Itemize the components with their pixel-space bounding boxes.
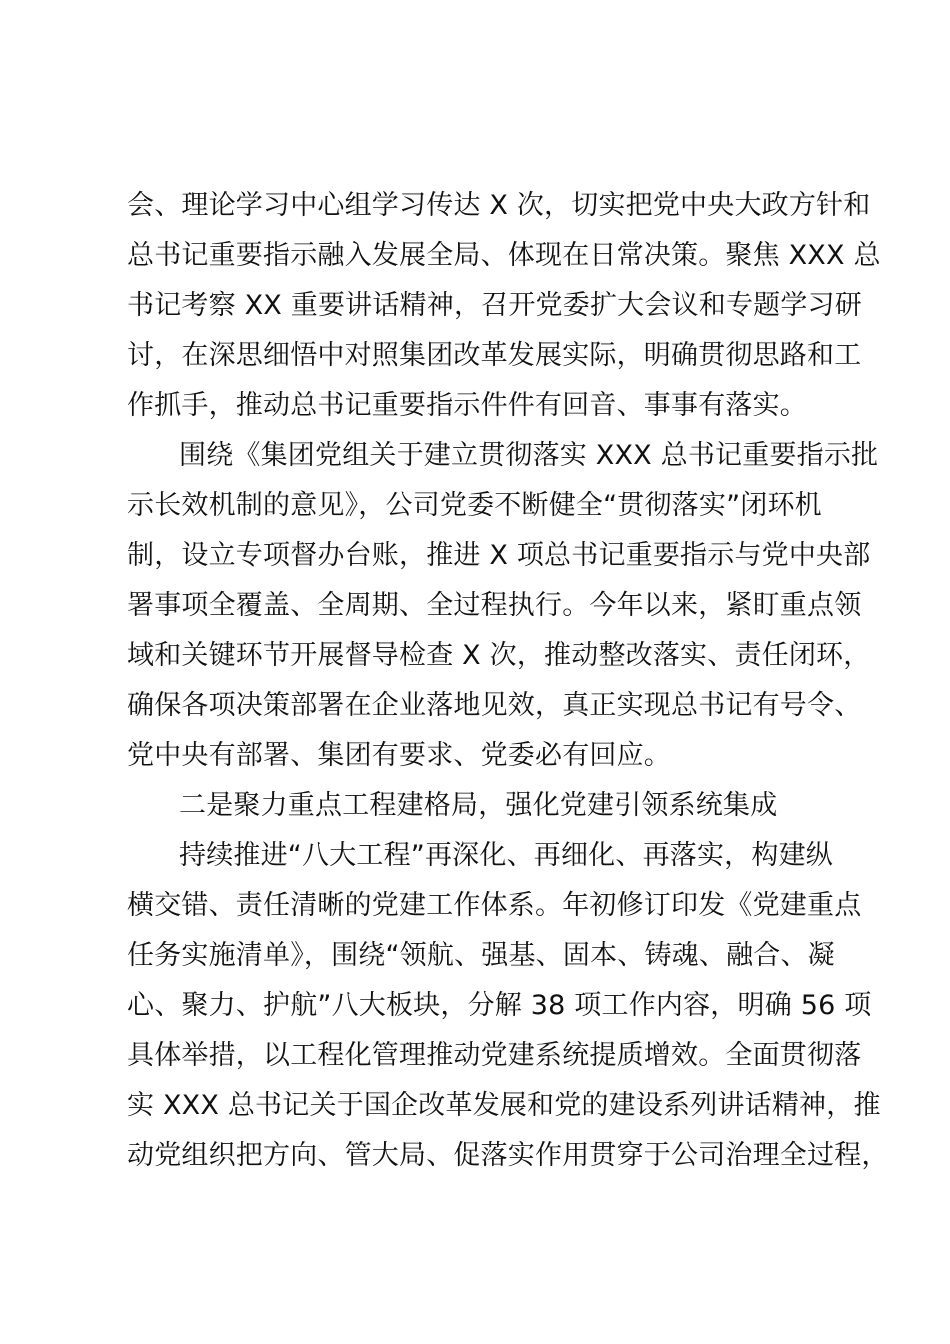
document-body [127, 181, 889, 1181]
text-line: 围绕《集团党组关于建立贯彻落实 XXX 总书记重要指示批 [179, 440, 879, 471]
text-line: 书记考察 XX 重要讲话精神，召开党委扩大会议和专题学习研 [127, 290, 862, 321]
text-line: 总书记重要指示融入发展全局、体现在日常决策。聚焦 XXX 总 [127, 240, 881, 271]
text-line: 讨，在深思细悟中对照集团改革发展实际，明确贯彻思路和工 [127, 340, 862, 371]
text-line: 具体举措，以工程化管理推动党建系统提质增效。全面贯彻落 [127, 1040, 862, 1071]
text-line: 实 XXX 总书记关于国企改革发展和党的建设系列讲话精神，推 [127, 1090, 881, 1121]
text-line: 域和关键环节开展督导检查 X 次，推动整改落实、责任闭环， [127, 640, 871, 671]
text-line: 动党组织把方向、管大局、促落实作用贯穿于公司治理全过程， [127, 1140, 889, 1171]
text-line: 会、理论学习中心组学习传达 X 次，切实把党中央大政方针和 [127, 190, 871, 221]
paragraph-1 [127, 181, 881, 431]
paragraph-3 [127, 831, 889, 1181]
text-line: 署事项全覆盖、全周期、全过程执行。今年以来，紧盯重点领 [127, 590, 862, 621]
text-line: 作抓手，推动总书记重要指示件件有回音、事事有落实。 [127, 390, 807, 421]
paragraph-2 [127, 431, 879, 781]
text-line: 横交错、责任清晰的党建工作体系。年初修订印发《党建重点 [127, 890, 862, 921]
text-line: 确保各项决策部署在企业落地见效，真正实现总书记有号令、 [127, 690, 862, 721]
text-line: 制，设立专项督办台账，推进 X 项总书记重要指示与党中央部 [127, 540, 871, 571]
text-line: 党中央有部署、集团有要求、党委必有回应。 [127, 740, 671, 771]
section-heading [127, 781, 855, 831]
text-line: 示长效机制的意见》，公司党委不断健全“贯彻落实”闭环机 [127, 490, 822, 521]
text-line: 任务实施清单》，围绕“领航、强基、固本、铸魂、融合、凝 [127, 940, 835, 971]
section-heading-text: 二是聚力重点工程建格局，强化党建引领系统集成 [179, 790, 778, 821]
text-line: 心、聚力、护航”八大板块，分解 38 项工作内容，明确 56 项 [127, 990, 872, 1021]
text-line: 持续推进“八大工程”再深化、再细化、再落实，构建纵 [179, 840, 833, 871]
